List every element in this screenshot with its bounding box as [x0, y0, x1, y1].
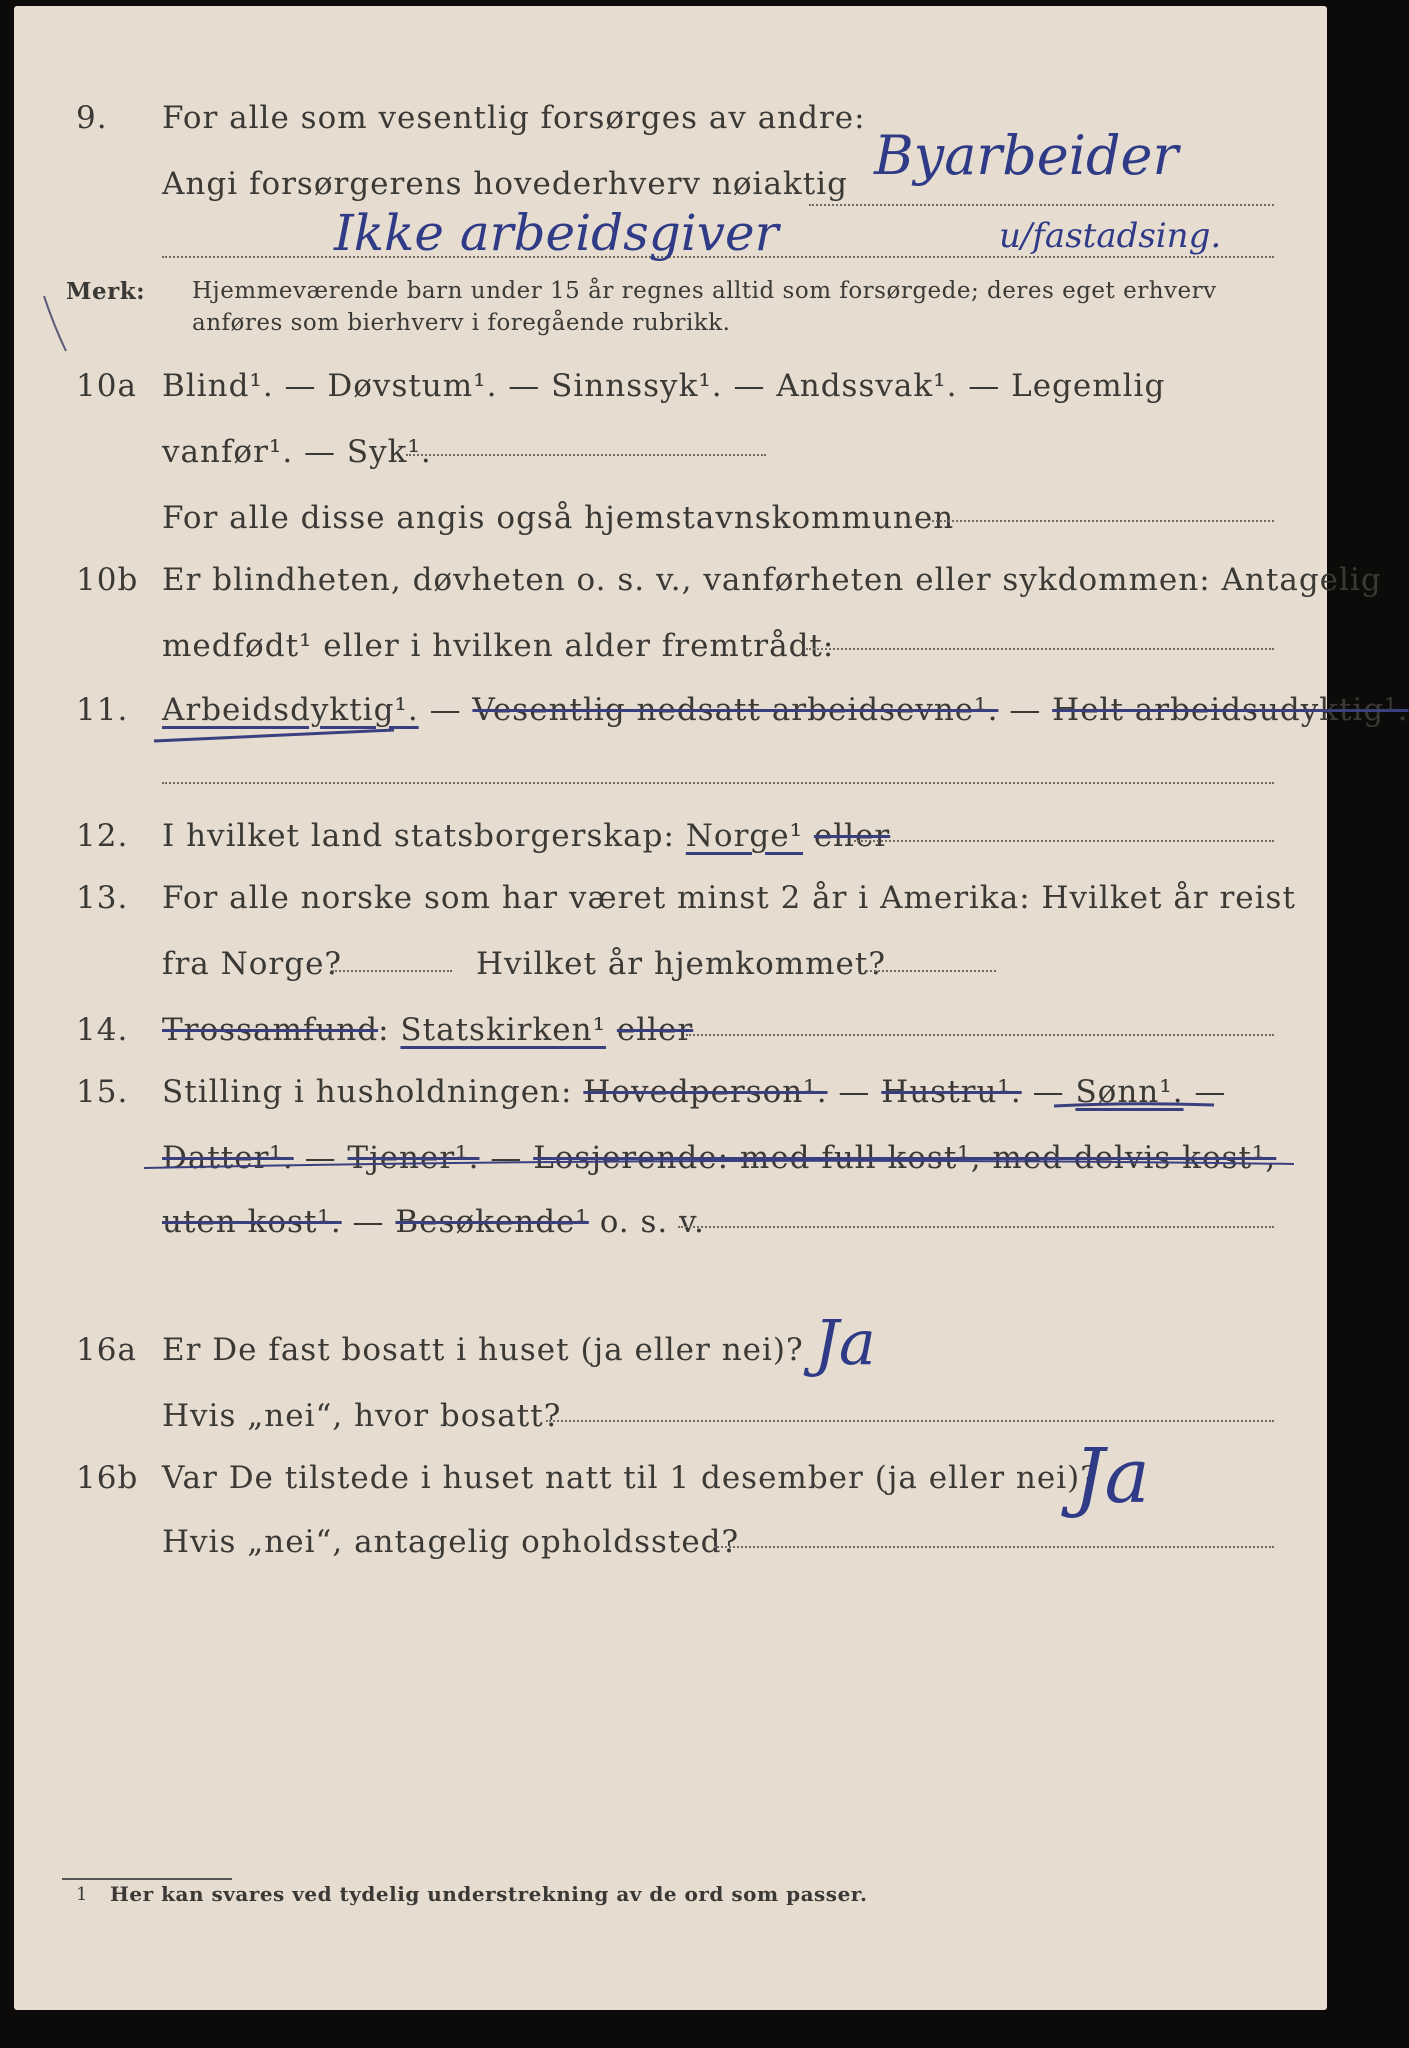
q15-line3 [162, 1204, 705, 1240]
q14-option-eller: eller [616, 1012, 694, 1048]
ink-margin-mark [44, 296, 66, 351]
q15-answer-line [678, 1226, 1274, 1228]
q14-colon: : [378, 1012, 390, 1048]
q16b-line2: Hvis „nei“, antagelig opholdssted? [162, 1524, 740, 1560]
q16a-line2: Hvis „nei“, hvor bosatt? [162, 1398, 562, 1434]
q15-dash4: — [304, 1140, 337, 1176]
q14-option-statskirken: Statskirken¹ [400, 1012, 607, 1048]
q14-number: 14. [76, 1012, 129, 1048]
q9-line1: For alle som vesentlig forsørges av andre: [162, 100, 866, 136]
q9-answer-line-1 [809, 204, 1274, 206]
merk-line2: anføres som bierhverv i foregående rubrikk. [192, 310, 731, 336]
q10b-answer-line [806, 648, 1274, 650]
q13-line1: For alle norske som har været minst 2 år i Amerika: Hvilket år reist [162, 880, 1296, 916]
q16b-handwritten-answer: Ja [1074, 1431, 1150, 1520]
q16a-line1: Er De fast bosatt i huset (ja eller nei)? [162, 1332, 804, 1368]
q10a-line2: vanfør¹. — Syk¹. [162, 434, 432, 470]
q12-text: I hvilket land statsborgerskap: [162, 818, 675, 854]
q15-option-sonn: Sønn¹. [1075, 1074, 1184, 1110]
q16a-handwritten-answer: Ja [814, 1306, 876, 1379]
q15-number: 15. [76, 1074, 129, 1110]
q14-answer-line [686, 1034, 1274, 1036]
q10b-number: 10b [76, 562, 139, 598]
q11-answer-line [162, 782, 1274, 784]
q16b-answer-line [714, 1546, 1274, 1548]
census-form-page [14, 6, 1409, 2010]
q15-dash2: — [1032, 1074, 1065, 1110]
q15-line1 [162, 1074, 1226, 1110]
q10a-answer-line [406, 454, 766, 456]
q13-line2a: fra Norge? [162, 946, 343, 982]
q15-option-hustru: Hustru¹. [881, 1074, 1022, 1110]
q16b-line1: Var De tilstede i huset natt til 1 desember (ja eller nei)? [162, 1460, 1098, 1496]
q9-handwritten-answer-2-tail: u/fastadsing. [999, 216, 1222, 256]
q12-option-eller: eller [813, 818, 891, 854]
q15-dash6: — [352, 1204, 385, 1240]
merk-label: Merk: [66, 278, 146, 305]
footnote-mark: 1 [76, 1884, 89, 1905]
q11-sep2: — [1009, 692, 1042, 728]
q13-number: 13. [76, 880, 129, 916]
q12-number: 12. [76, 818, 129, 854]
q11-options [162, 692, 1409, 728]
q13-reist-line [332, 970, 452, 972]
q11-option-udyktig: Helt arbeidsudyktig¹. [1052, 692, 1409, 728]
q11-option-arbeidsdyktig: Arbeidsdyktig¹. [162, 692, 419, 728]
q9-handwritten-answer-2: Ikke arbeidsgiver [334, 204, 779, 262]
q15-text: Stilling i husholdningen: [162, 1074, 573, 1110]
q15-option-hovedperson: Hovedperson¹. [583, 1074, 828, 1110]
merk-line1: Hjemmeværende barn under 15 år regnes alltid som forsørgede; deres eget erhverv [192, 278, 1217, 304]
q15-option-losjerende: Losjerende: med full kost¹, med delvis kost¹, [533, 1140, 1277, 1176]
q11-number: 11. [76, 692, 129, 728]
q10a-line3: For alle disse angis også hjemstavnskommunen [162, 500, 955, 536]
q15-line2 [162, 1140, 1276, 1176]
q10b-line2: medfødt¹ eller i hvilken alder fremtrådt: [162, 628, 835, 664]
q15-osv: o. s. v. [599, 1204, 705, 1240]
q16b-number: 16b [76, 1460, 139, 1496]
q16a-number: 16a [76, 1332, 137, 1368]
q12-answer-line [854, 840, 1274, 842]
q15-option-datter: Datter¹. [162, 1140, 294, 1176]
q13-line2b: Hvilket år hjemkommet? [476, 946, 886, 982]
q10b-line1: Er blindheten, døvheten o. s. v., vanførheten eller sykdommen: Antagelig [162, 562, 1382, 598]
q12-line [162, 818, 890, 854]
q10a-line1: Blind¹. — Døvstum¹. — Sinnssyk¹. — Andssvak¹. — Legemlig [162, 368, 1166, 404]
q11-sep1: — [429, 692, 462, 728]
footnote-rule [62, 1878, 232, 1880]
q15-dash3: — [1194, 1074, 1227, 1110]
q15-dash5: — [490, 1140, 523, 1176]
q9-handwritten-answer-1: Byarbeider [874, 124, 1179, 187]
q15-dash1: — [838, 1074, 871, 1110]
q13-hjemkommet-line [866, 970, 996, 972]
q9-line2: Angi forsørgerens hovederhverv nøiaktig [162, 166, 848, 202]
q15-option-uten-kost: uten kost¹. [162, 1204, 342, 1240]
q9-number: 9. [76, 100, 108, 136]
q15-option-besokende: Besøkende¹ [395, 1204, 589, 1240]
q15-option-tjener: Tjener¹. [347, 1140, 480, 1176]
ink-marks [14, 6, 1327, 2010]
q14-line [162, 1012, 693, 1048]
q12-option-norge: Norge¹ [685, 818, 804, 854]
q10a-hjemstavn-line [932, 520, 1274, 522]
footnote-text: Her kan svares ved tydelig understrekning av de ord som passer. [110, 1882, 868, 1906]
ink-underline-q11 [154, 730, 394, 741]
q10a-number: 10a [76, 368, 137, 404]
q14-label-trossamfund: Trossamfund [162, 1012, 379, 1048]
q11-option-nedsatt: Vesentlig nedsatt arbeidsevne¹. [472, 692, 999, 728]
q16a-answer-line [546, 1420, 1274, 1422]
